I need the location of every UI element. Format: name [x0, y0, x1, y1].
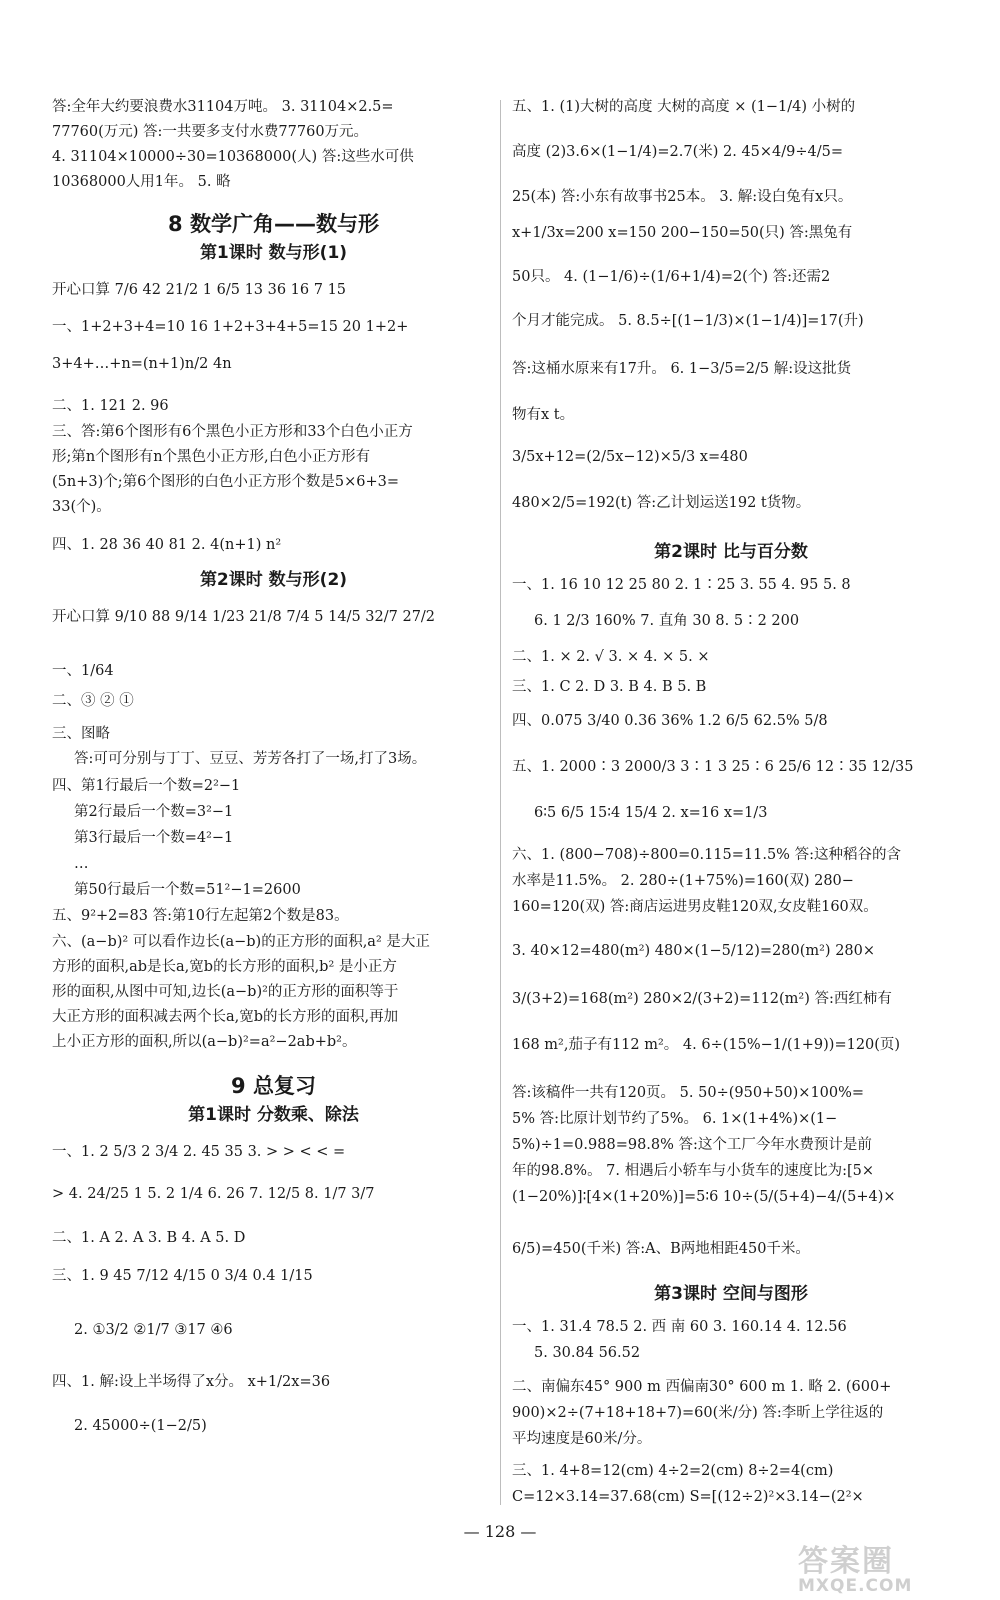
answer-line: 3. 40×12=480(m²) 480×(1−5/12)=280(m²) 280× [512, 943, 876, 959]
lesson-title: 第1课时 分数乘、除法 [188, 1105, 359, 1125]
answer-line: 2. ①3/2 ②1/7 ③17 ④6 [74, 1322, 233, 1338]
answer-line: 二、南偏东45° 900 m 西偏南30° 600 m 1. 略 2. (600+ [512, 1379, 892, 1395]
answer-line: 开心口算 9/10 88 9/14 1/23 21/8 7/4 5 14/5 32/7 27/2 [52, 609, 436, 625]
answer-line: 2. 45000÷(1−2/5) [74, 1418, 207, 1434]
answer-line: 6. 1 2/3 160% 7. 直角 30 8. 5∶2 200 [534, 613, 800, 629]
answer-line: 大正方形的面积减去两个长a,宽b的长方形的面积,再加 [52, 1009, 399, 1025]
lesson-title: 第2课时 比与百分数 [654, 542, 808, 562]
answer-line: 5% 答:比原计划节约了5%。 6. 1×(1+4%)×(1− [512, 1111, 838, 1127]
answer-line: 四、第1行最后一个数=2²−1 [52, 778, 241, 794]
answer-line: 一、1/64 [52, 663, 114, 679]
answer-line: 三、1. C 2. D 3. B 4. B 5. B [512, 679, 707, 695]
answer-line: 二、③ ② ① [52, 693, 134, 709]
answer-line: 5. 30.84 56.52 [534, 1345, 641, 1361]
answer-line: (5n+3)个;第6个图形的白色小正方形个数是5×6+3= [52, 474, 399, 490]
answer-line: 四、1. 解:设上半场得了x分。 x+1/2x=36 [52, 1374, 331, 1390]
answer-line: 第50行最后一个数=51²−1=2600 [74, 882, 301, 898]
lesson-title: 第2课时 数与形(2) [199, 570, 348, 590]
answer-line: 年的98.8%。 7. 相遇后小轿车与小货车的速度比为:[5× [512, 1163, 875, 1179]
watermark-url: MXQE.COM [798, 1576, 913, 1596]
answer-line: 第2行最后一个数=3²−1 [74, 804, 234, 820]
answer-line: 六、(a−b)² 可以看作边长(a−b)的正方形的面积,a² 是大正 [52, 934, 430, 950]
answer-line: 方形的面积,ab是长a,宽b的长方形的面积,b² 是小正方 [52, 959, 397, 975]
lesson-title: 第1课时 数与形(1) [199, 243, 348, 263]
answer-line: 答:该稿件一共有120页。 5. 50÷(950+50)×100%= [512, 1085, 865, 1101]
answer-line: x+1/3x=200 x=150 200−150=50(只) 答:黑兔有 [512, 225, 853, 241]
answer-line: 五、1. (1)大树的高度 大树的高度 × (1−1/4) 小树的 [512, 99, 856, 115]
answer-line: 物有x t。 [512, 407, 575, 423]
answer-line: 二、1. × 2. √ 3. × 4. × 5. × [512, 649, 710, 665]
left-column [52, 98, 495, 1457]
answer-line: 3+4+…+n=(n+1)n/2 4n [52, 356, 232, 372]
answer-line: 五、9²+2=83 答:第10行左起第2个数是83。 [52, 908, 349, 924]
answer-line: 答:全年大约要浪费水31104万吨。 3. 31104×2.5= [52, 99, 394, 115]
answer-line: 五、1. 2000∶3 2000/3 3∶1 3 25∶6 25/6 12∶35 12/35 [512, 759, 914, 775]
answer-line: 77760(万元) 答:一共要多支付水费77760万元。 [52, 124, 369, 140]
chapter-title: 8 数学广角——数与形 [168, 212, 379, 236]
answer-line: 5%)÷1=0.988=98.8% 答:这个工厂今年水费预计是前 [512, 1137, 872, 1153]
answer-line: 二、1. 121 2. 96 [52, 398, 169, 414]
answer-line: (1−20%)]∶[4×(1+20%)]=5∶6 10÷(5/(5+4)−4/(5+4)× [512, 1189, 896, 1205]
answer-line: 3/5x+12=(2/5x−12)×5/3 x=480 [512, 449, 748, 465]
answer-line: 三、1. 4+8=12(cm) 4÷2=2(cm) 8÷2=4(cm) [512, 1463, 834, 1479]
answer-line: 形;第n个图形有n个黑色小正方形,白色小正方形有 [52, 449, 371, 465]
answer-line: 3/(3+2)=168(m²) 280×2/(3+2)=112(m²) 答:西红柿有 [512, 991, 892, 1007]
chapter-title: 9 总复习 [231, 1074, 316, 1098]
answer-line: 一、1+2+3+4=10 16 1+2+3+4+5=15 20 1+2+ [52, 319, 409, 335]
answer-line: 480×2/5=192(t) 答:乙计划运送192 t货物。 [512, 495, 811, 511]
answer-line: 4. 31104×10000÷30=10368000(人) 答:这些水可供 [52, 149, 414, 165]
answer-line: 答:可可分别与丁丁、豆豆、芳芳各打了一场,打了3场。 [74, 751, 427, 767]
column-divider [500, 100, 501, 1505]
answer-line: 开心口算 7/6 42 21/2 1 6/5 13 36 16 7 15 [52, 282, 347, 298]
answer-line: 168 m²,茄子有112 m²。 4. 6÷(15%−1/(1+9))=120(页) [512, 1037, 901, 1053]
answer-line: 上小正方形的面积,所以(a−b)²=a²−2ab+b²。 [52, 1034, 357, 1050]
answer-line: 一、1. 31.4 78.5 2. 西 南 60 3. 160.14 4. 12.56 [512, 1319, 847, 1335]
answer-line: 三、1. 9 45 7/12 4/15 0 3/4 0.4 1/15 [52, 1268, 313, 1284]
answer-line: 一、1. 2 5/3 2 3/4 2. 45 35 3. > > < < = [52, 1144, 346, 1160]
answer-line: 6/5)=450(千米) 答:A、B两地相距450千米。 [512, 1241, 810, 1257]
answer-line: 四、1. 28 36 40 81 2. 4(n+1) n² [52, 537, 282, 553]
answer-line: 33(个)。 [52, 499, 111, 515]
right-column [512, 98, 950, 1514]
answer-line: 50只。 4. (1−1/6)÷(1/6+1/4)=2(个) 答:还需2 [512, 269, 831, 285]
answer-line: 900)×2÷(7+18+18+7)=60(米/分) 答:李昕上学往返的 [512, 1405, 884, 1421]
answer-line: 答:这桶水原来有17升。 6. 1−3/5=2/5 解:设这批货 [512, 361, 852, 377]
watermark [798, 1536, 912, 1596]
answer-line: 个月才能完成。 5. 8.5÷[(1−1/3)×(1−1/4)]=17(升) [512, 313, 864, 329]
answer-line: 高度 (2)3.6×(1−1/4)=2.7(米) 2. 45×4/9÷4/5= [512, 144, 844, 160]
answer-line: 二、1. A 2. A 3. B 4. A 5. D [52, 1230, 246, 1246]
answer-line: 三、图略 [52, 726, 110, 742]
answer-line: 水率是11.5%。 2. 280÷(1+75%)=160(双) 280− [512, 873, 854, 889]
lesson-title: 第3课时 空间与图形 [654, 1284, 808, 1304]
answer-line: 10368000人用1年。 5. 略 [52, 174, 231, 190]
answer-line: 平均速度是60米/分。 [512, 1431, 652, 1447]
answer-line: 四、0.075 3/40 0.36 36% 1.2 6/5 62.5% 5/8 [512, 713, 828, 729]
answer-line: 三、答:第6个图形有6个黑色小正方形和33个白色小正方 [52, 424, 413, 440]
answer-line: 一、1. 16 10 12 25 80 2. 1∶25 3. 55 4. 95 5. 8 [512, 577, 851, 593]
answer-line: 160=120(双) 答:商店运进男皮鞋120双,女皮鞋160双。 [512, 899, 878, 915]
watermark-text: 答案圈 [798, 1544, 894, 1579]
answer-line: 25(本) 答:小东有故事书25本。 3. 解:设白兔有x只。 [512, 189, 853, 205]
answer-line: 6∶5 6/5 15∶4 15/4 2. x=16 x=1/3 [534, 805, 768, 821]
answer-line: C=12×3.14=37.68(cm) S=[(12÷2)²×3.14−(2²× [512, 1489, 864, 1505]
answer-line: > 4. 24/25 1 5. 2 1/4 6. 26 7. 12/5 8. 1/7 3/7 [52, 1186, 375, 1202]
answer-line: 第3行最后一个数=4²−1 [74, 830, 234, 846]
answer-line: 形的面积,从图中可知,边长(a−b)²的正方形的面积等于 [52, 984, 399, 1000]
answer-line: 六、1. (800−708)÷800=0.115=11.5% 答:这种稻谷的含 [512, 847, 901, 863]
page-number: — 128 — [463, 1522, 537, 1541]
answer-line: … [74, 856, 89, 872]
